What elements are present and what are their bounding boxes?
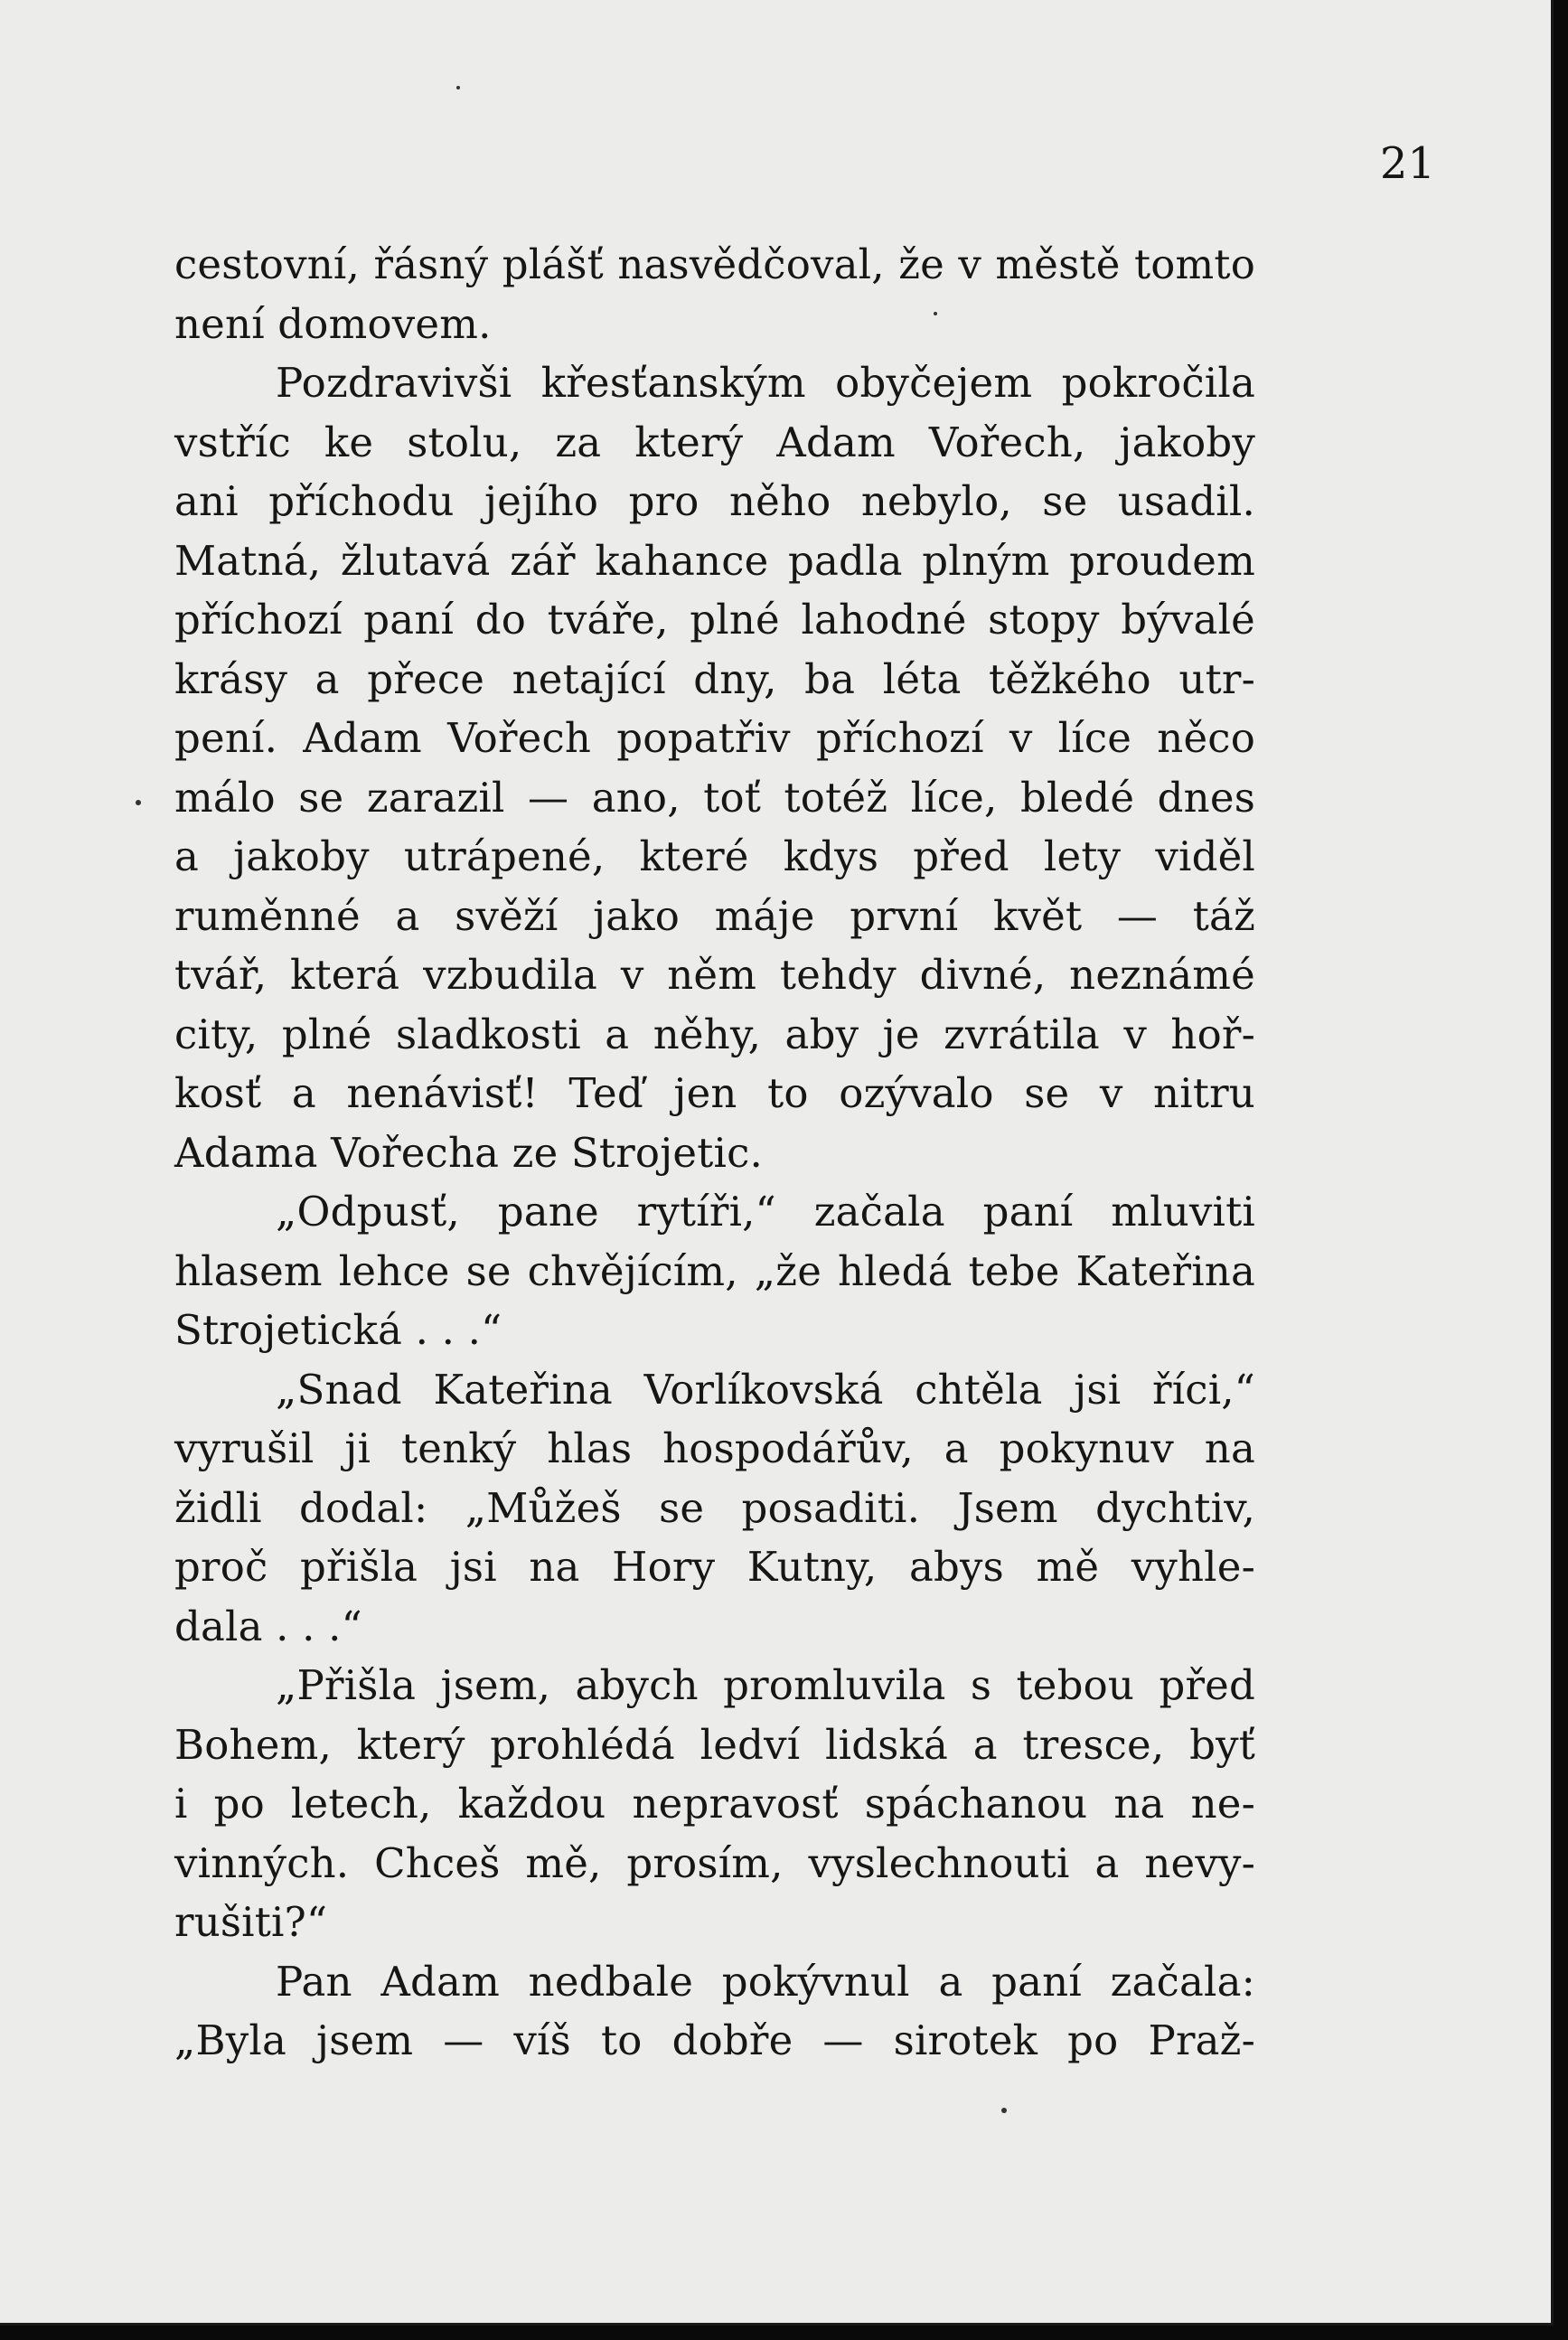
text-line: „Přišla jsem, abych promluvila s tebou před — [276, 1661, 1255, 1709]
text-line: „Odpusť, pane rytíři,“ začala paní mluviti — [276, 1188, 1255, 1236]
text-line: rušiti?“ — [174, 1898, 328, 1946]
text-line: krásy a přece netající dny, ba léta těžkého utr- — [174, 654, 1255, 703]
text-line: cestovní, řásný plášť nasvědčoval, že v městě tomto — [174, 240, 1255, 288]
scan-speck — [136, 800, 141, 805]
text-line: Matná, žlutavá zář kahance padla plným proudem — [174, 536, 1255, 585]
text-line: i po letech, každou nepravosť spáchanou na ne- — [174, 1780, 1255, 1828]
text-line: city, plné sladkosti a něhy, aby je zvrátila v hoř- — [174, 1010, 1255, 1058]
text-line: kosť a nenávisť! Teď jen to ozývalo se v nitru — [174, 1069, 1255, 1117]
text-line: pení. Adam Vořech popatřiv příchozí v líce něco — [174, 714, 1255, 762]
text-line: příchozí paní do tváře, plné lahodné stopy bývalé — [174, 596, 1255, 644]
text-line: „Snad Kateřina Vorlíkovská chtěla jsi říci,“ — [276, 1365, 1255, 1414]
text-line: Bohem, který prohlédá ledví lidská a tresce, byť — [174, 1720, 1255, 1769]
text-line: vstříc ke stolu, za který Adam Vořech, jakoby — [174, 418, 1255, 466]
text-line: Adama Vořecha ze Strojetic. — [174, 1128, 763, 1177]
page-number: 21 — [1379, 138, 1435, 189]
text-line: dala . . .“ — [174, 1602, 362, 1650]
text-line: a jakoby utrápené, které kdys před lety viděl — [174, 832, 1255, 880]
text-line: proč přišla jsi na Hory Kutny, abys mě vyhle- — [174, 1543, 1255, 1591]
text-line: vinných. Chceš mě, prosím, vyslechnouti a nevy- — [174, 1838, 1255, 1887]
text-line: málo se zarazil — ano, toť totéž líce, bledé dnes — [174, 773, 1255, 822]
text-line: „Byla jsem — víš to dobře — sirotek po Praž- — [174, 2016, 1255, 2064]
text-line: ani příchodu jejího pro něho nebylo, se usadil. — [174, 477, 1255, 525]
text-line: ruměnné a svěží jako máje první květ — táž — [174, 891, 1255, 940]
scan-speck — [934, 312, 937, 315]
text-line: Pozdravivši křesťanským obyčejem pokročila — [276, 359, 1255, 407]
scan-speck — [456, 86, 460, 89]
text-line: židli dodal: „Můžeš se posaditi. Jsem dychtiv, — [174, 1483, 1255, 1532]
text-line: tvář, která vzbudila v něm tehdy divné, neznámé — [174, 951, 1255, 999]
body-text — [174, 235, 1255, 2071]
scan-speck — [1001, 2108, 1007, 2113]
text-line: Pan Adam nedbale pokývnul a paní začala: — [276, 1957, 1255, 2006]
text-line: hlasem lehce se chvějícím, „že hledá tebe Kateřina — [174, 1246, 1255, 1295]
text-line: Strojetická . . .“ — [174, 1306, 502, 1354]
text-line: není domovem. — [174, 299, 492, 348]
text-line: vyrušil ji tenký hlas hospodářův, a pokynuv na — [174, 1424, 1255, 1472]
